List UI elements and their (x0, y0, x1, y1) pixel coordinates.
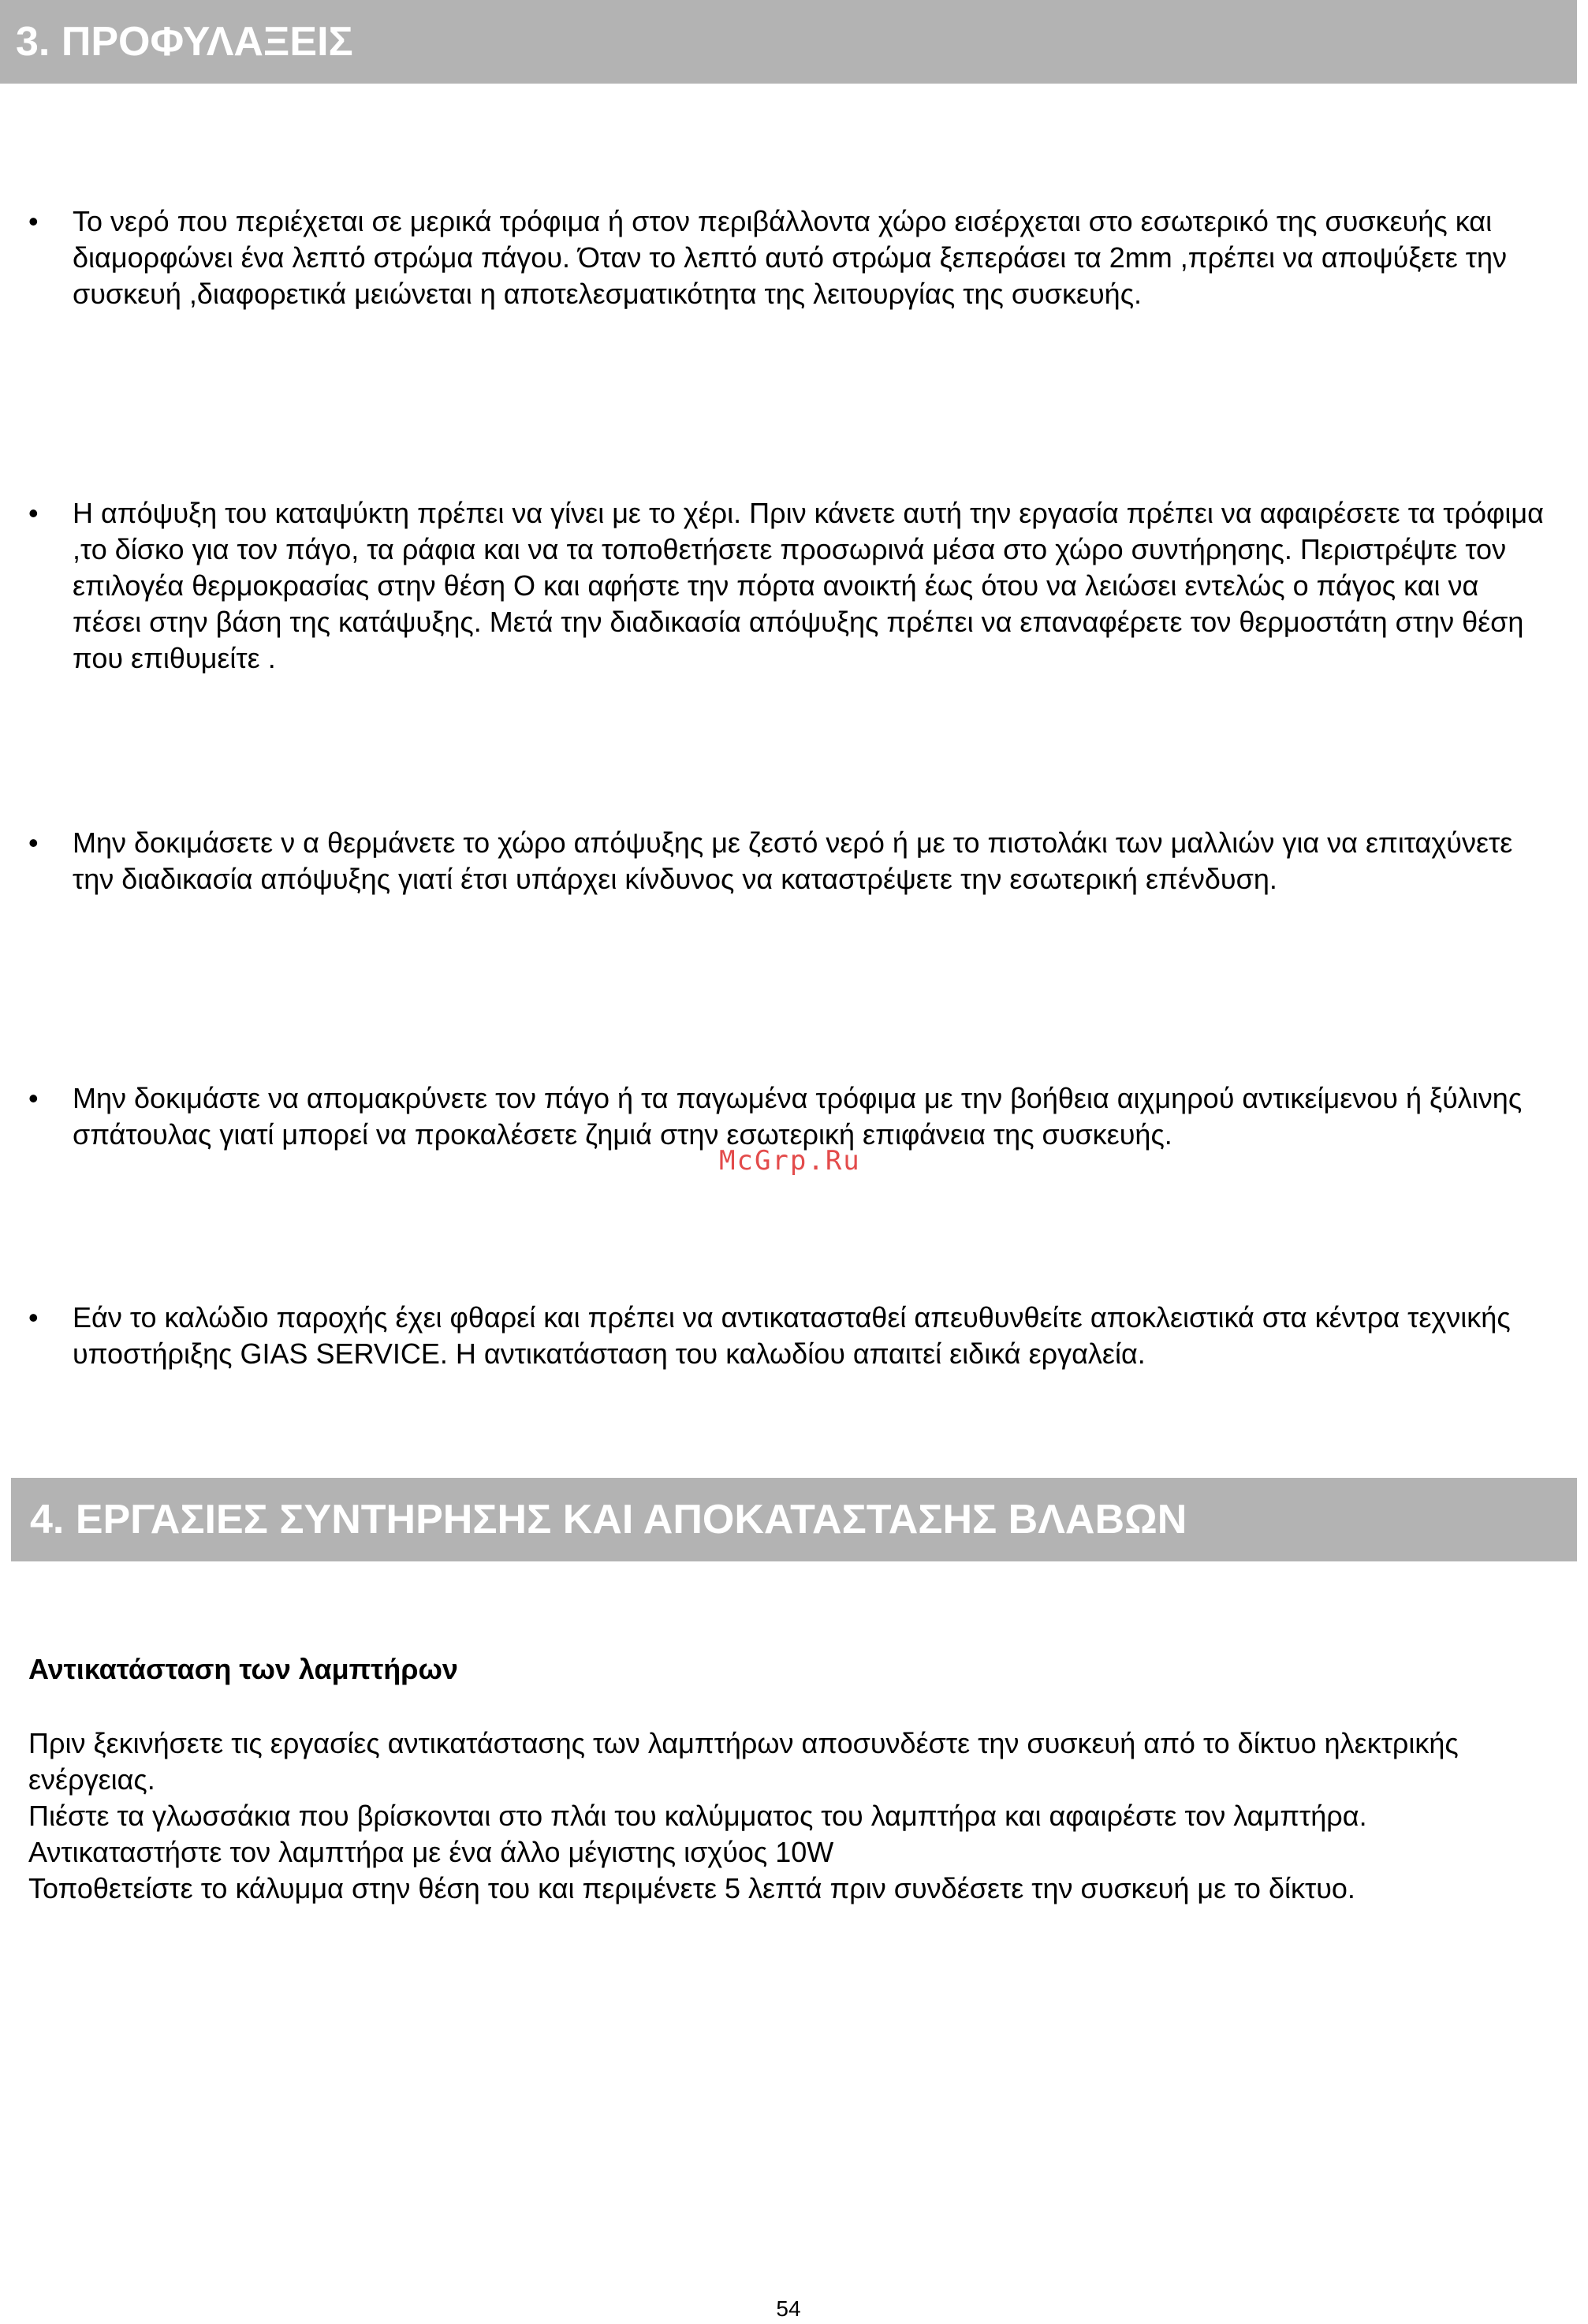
section-header-maintenance (11, 1478, 1577, 1561)
bullet-icon: • (28, 497, 39, 529)
precaution-text-3: Μην δοκιμάσετε ν α θερμάνετε το χώρο απόψυξης με ζεστό νερό ή με το πιστολάκι των μαλλιών για να επιταχύνετε την διαδικασία απόψυξης γιατί έτσι υπάρχει κίνδυνος να καταστρέψετε την εσωτερική επένδυση. (73, 826, 1513, 895)
maintenance-paragraph-1: Πριν ξεκινήσετε τις εργασίες αντικατάστασης των λαμπτήρων αποσυνδέστε την συσκευή από το δίκτυο ηλεκτρικής ενέργειας. (28, 1727, 1459, 1796)
bullet-icon: • (28, 1301, 39, 1334)
bullet-icon: • (28, 1082, 39, 1114)
bullet-icon: • (28, 205, 39, 237)
precaution-text-5: Εάν το καλώδιο παροχής έχει φθαρεί και πρέπει να αντικατασταθεί απευθυνθείτε αποκλειστικά στα κέντρα τεχνικής υποστήριξης GIAS SERVICE. Η αντικατάσταση του καλωδίου απαιτεί ειδικά εργαλεία. (73, 1301, 1511, 1370)
section-header-precautions (0, 0, 1577, 84)
page-number: 54 (776, 2296, 801, 2321)
maintenance-paragraph-2: Πιέστε τα γλωσσάκια που βρίσκονται στο πλάι του καλύμματος του λαμπτήρα και αφαιρέστε τον λαμπτήρα. (28, 1800, 1367, 1832)
watermark: McGrp.Ru (719, 1145, 861, 1177)
maintenance-paragraph-4: Τοποθετείστε το κάλυμμα στην θέση του και περιμένετε 5 λεπτά πριν συνδέσετε την συσκευή με το δίκτυο. (28, 1872, 1355, 1904)
precaution-text-1: Το νερό που περιέχεται σε μερικά τρόφιμα ή στον περιβάλλοντα χώρο εισέρχεται στο εσωτερικό της συσκευής και διαμορφώνει ένα λεπτό στρώμα πάγου. Όταν το λεπτό αυτό στρώμα ξεπεράσει τα 2mm ,πρέπει να αποψύξετε την συσκευή ,διαφορετικά μειώνεται η αποτελεσματικότητα της λειτουργίας της συσκευής. (73, 205, 1508, 310)
precaution-text-4: Μην δοκιμάστε να απομακρύνετε τον πάγο ή τα παγωμένα τρόφιμα με την βοήθεια αιχμηρού αντικείμενου ή ξύλινης σπάτουλας γιατί μπορεί να προκαλέσετε ζημιά στην εσωτερική επιφάνεια της συσκευής. (73, 1082, 1523, 1151)
section-title-precautions: 3. ΠΡΟΦΥΛΑΞΕΙΣ (16, 19, 353, 65)
maintenance-paragraph-3: Αντικαταστήστε τον λαμπτήρα με ένα άλλο μέγιστης ισχύος 10W (28, 1836, 834, 1868)
precaution-text-2: Η απόψυξη του καταψύκτη πρέπει να γίνει με το χέρι. Πριν κάνετε αυτή την εργασία πρέπει να αφαιρέσετε τα τρόφιμα ,το δίσκο για τον πάγο, τα ράφια και να τα τοποθετήσετε προσωρινά μέσα στο χώρο συντήρησης. Περιστρέψτε τον επιλογέα θερμοκρασίας στην θέση Ο και αφήστε την πόρτα ανοικτή έως ότου να λειώσει εντελώς ο πάγος και να πέσει στην βάση της κατάψυξης. Μετά την διαδικασία απόψυξης πρέπει να επαναφέρετε τον θερμοστάτη στην θέση που επιθυμείτε . (73, 497, 1544, 674)
bullet-icon: • (28, 826, 39, 859)
section-title-maintenance: 4. ΕΡΓΑΣΙΕΣ ΣΥΝΤΗΡΗΣΗΣ ΚΑΙ ΑΠΟΚΑΤΑΣΤΑΣΗΣ ΒΛΑΒΩΝ (30, 1497, 1187, 1542)
subheading-lamp-replacement: Αντικατάσταση των λαμπτήρων (28, 1653, 458, 1685)
